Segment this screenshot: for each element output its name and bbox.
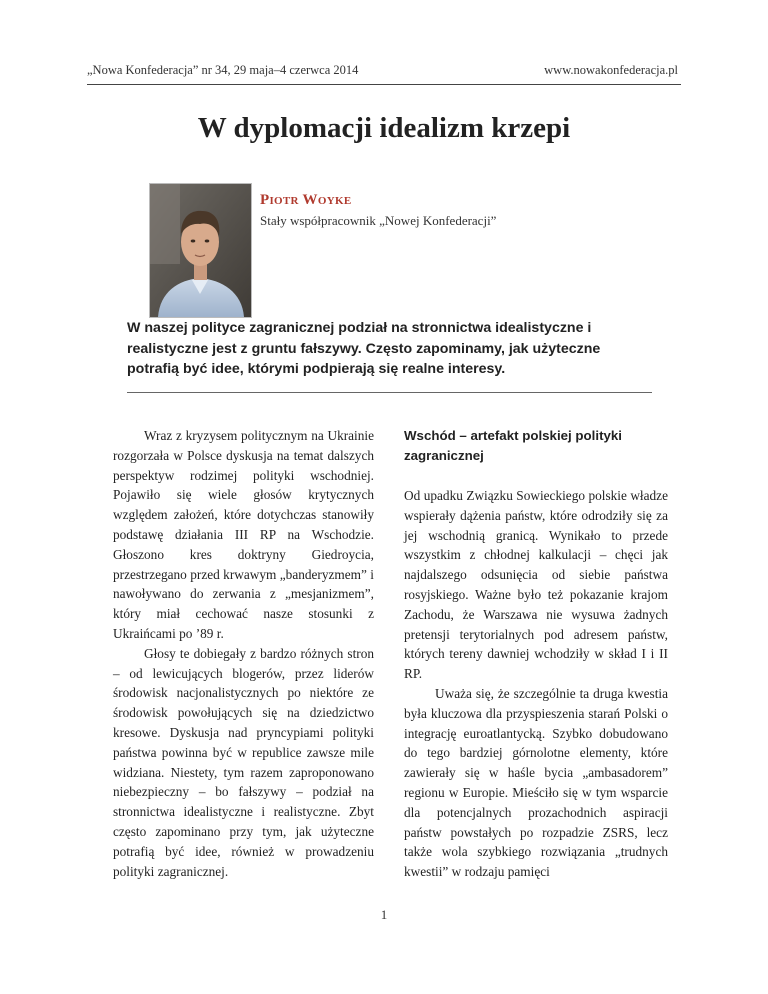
lead-divider (127, 392, 652, 393)
author-role: Stały współpracownik „Nowej Konfederacji” (260, 213, 497, 228)
header-issue: „Nowa Konfederacja” nr 34, 29 maja–4 czerwca 2014 (87, 63, 359, 77)
author-name: Piotr Woyke (260, 192, 352, 208)
author-photo (149, 183, 252, 318)
right-column (404, 426, 668, 882)
page-number: 1 (380, 907, 388, 922)
header-divider (87, 84, 681, 85)
author-portrait-image (150, 184, 251, 317)
paragraph: Wraz z kryzysem politycznym na Ukrainie rozgorzała w Polsce dyskusja na temat dalszych perspektyw rodzimej polityki wschodniej. Pojawiło się wiele głosów krytycznych względem założeń, które dotychczas stanowiły podstawę działania III RP na Wschodzie. Głoszono kres doktryny Giedroycia, przestrzegano przed krwawym „banderyzmem” i nawoływano do zerwania z „mesjanizmem”, który miał cechować nasze stosunki z Ukraińcami po ’89 r. (113, 428, 374, 641)
article-title: W dyplomacji idealizm krzepi (197, 112, 571, 144)
paragraph: Głosy te dobiegały z bardzo różnych stron – od lewicujących blogerów, przez liderów środowisk nacjonalistycznych po niektóre ze środowisk powołujących się na dziedzictwo kresowe. Dyskusja nad pryncypiami polityki państwa powinna być w republice zawsze mile widziana. Niestety, tym razem zaproponowano niebezpieczny – bo fałszywy – podział na stronnictwa idealistyczne i realistyczne. Zbyt często zapominano przy tym, jak użyteczne potrafią być idee, również w prowadzeniu polityki zagranicznej. (113, 645, 374, 879)
paragraph: Uważa się, że szczególnie ta druga kwestia była kluczowa dla przyspieszenia starań Polski o integrację euroatlantycką. Szybko dobudowano do tego bardziej górnolotne elementy, które zawierały się w haśle bycia „ambasadorem” regionu w Europie. Mieściło się w tym wsparcie dla potencjalnych prozachodnich aspiracji państw powstałych po rozpadzie ZSRS, lecz także wola szybkiego rozwiązania „trudnych kwestii” w rodzaju pamięci (404, 685, 668, 880)
section-heading: Wschód – artefakt polskiej polityki zagranicznej (404, 428, 622, 463)
article-lead: W naszej polityce zagranicznej podział na stronnictwa idealistyczne i realistyczne jest z gruntu fałszywy. Często zapominamy, jak użyteczne potrafią być idee, którymi podpierają się realne interesy. (127, 320, 601, 377)
paragraph: Od upadku Związku Sowieckiego polskie władze wspierały dążenia państw, które odrodziły się za jej wschodnią granicą. Wynikało to przede wszystkim z chłodnej kalkulacji – chęci jak najdalszego odsunięcia od siebie państwa rosyjskiego. Ważne było też pokazanie krajom Zachodu, że Warszawa nie wysuwa żadnych pretensji terytorialnych pod adresem państw, których tereny dawniej wchodziły w skład I i II RP. (404, 488, 668, 682)
header-website-link[interactable]: www.nowakonfederacja.pl (544, 63, 678, 77)
left-column (113, 426, 374, 881)
